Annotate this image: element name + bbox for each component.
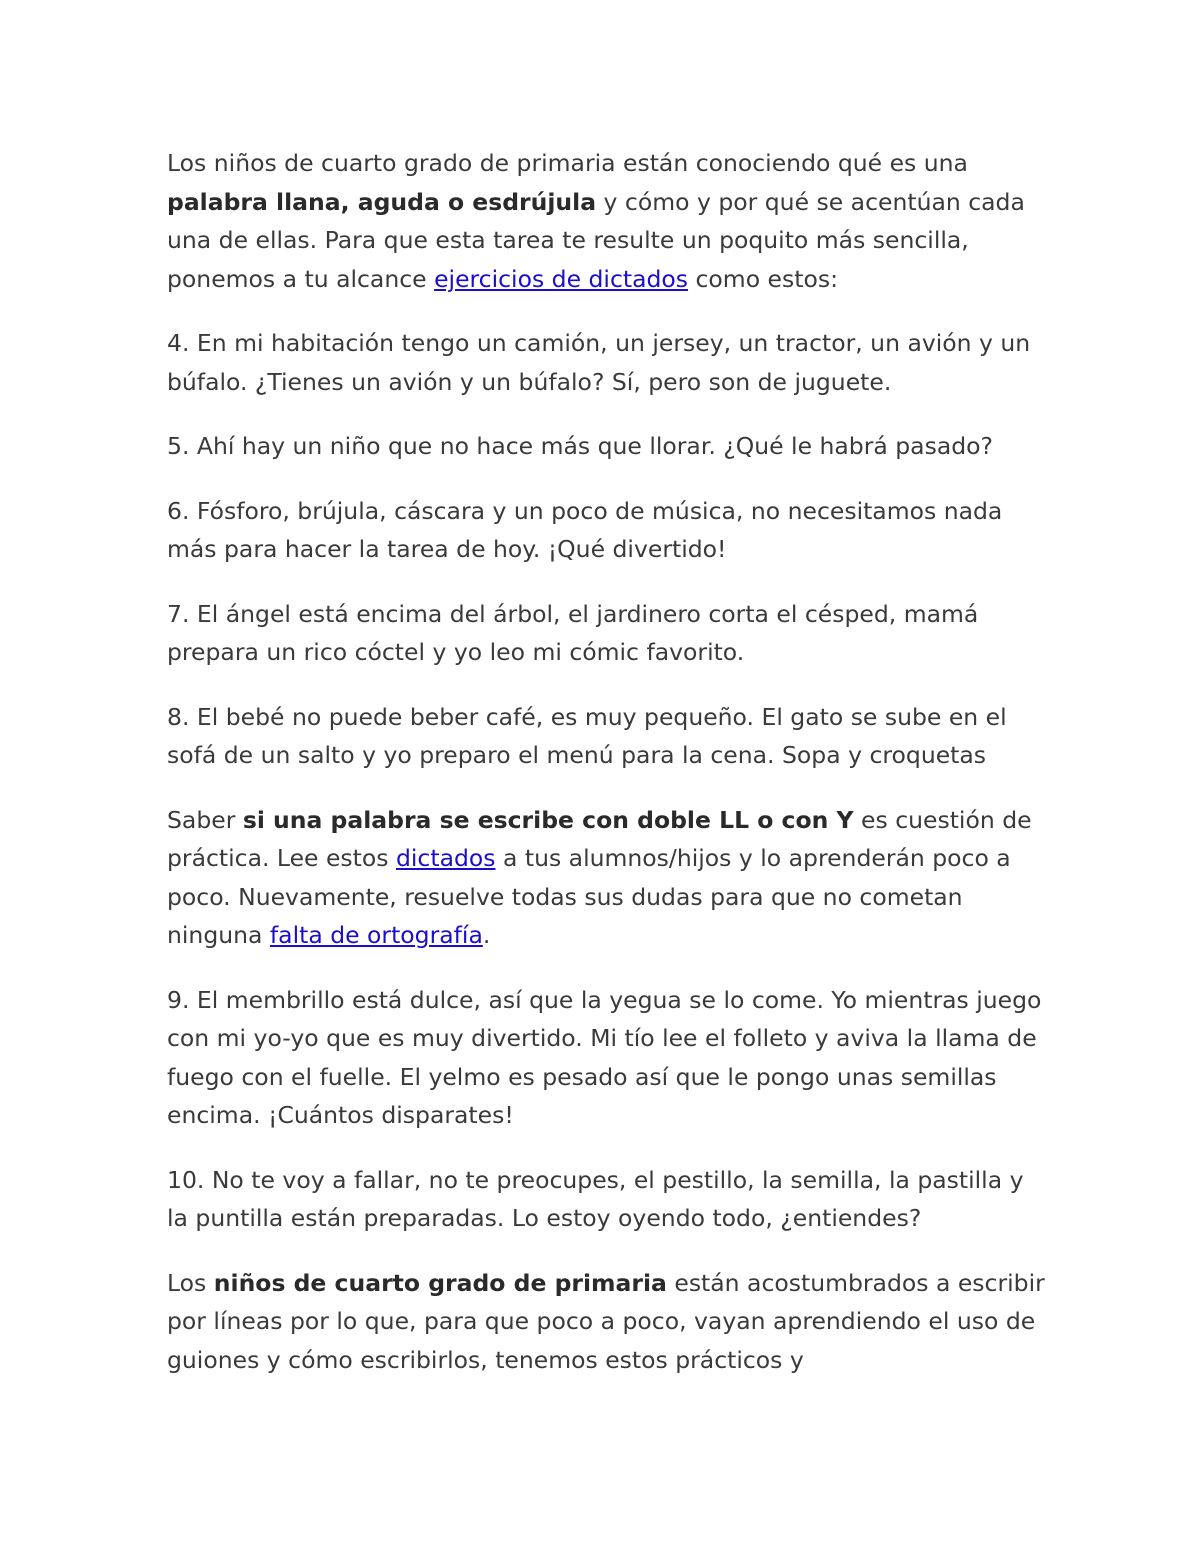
dictation-4: 4. En mi habitación tengo un camión, un jersey, un tractor, un avión y un búfalo. ¿Tienes un avión y un búfalo? Sí, pero son de juguete. xyxy=(167,329,1031,396)
dictation-7: 7. El ángel está encima del árbol, el jardinero corta el césped, mamá prepara un rico cóctel y yo leo mi cómic favorito. xyxy=(167,599,979,666)
dictation-8: 8. El bebé no puede beber café, es muy pequeño. El gato se sube en el sofá de un salto y yo preparo el menú para la cena. Sopa y croquetas xyxy=(167,702,1007,769)
dictados-link[interactable]: dictados xyxy=(395,844,496,872)
saber-text-4: . xyxy=(482,921,491,949)
saber-bold-term: si una palabra se escribe con doble LL o con Y xyxy=(242,805,854,834)
intro-text-1: Los niños de cuarto grado de primaria están conociendo qué es una xyxy=(167,149,968,177)
intro-text-2: y cómo y por qué se acentúan cada una de ellas. Para que esta tarea te resulte un poquito más sencilla, ponemos a tu alcance xyxy=(167,187,1025,293)
closing-bold-term: niños de cuarto grado de primaria xyxy=(213,1268,667,1297)
dictation-5: 5. Ahí hay un niño que no hace más que llorar. ¿Qué le habrá pasado? xyxy=(167,432,993,460)
saber-paragraph xyxy=(167,801,1047,955)
intro-paragraph xyxy=(167,144,1047,298)
dictados-exercises-link[interactable]: ejercicios de dictados xyxy=(434,264,689,293)
falta-ortografia-link[interactable]: falta de ortografía xyxy=(269,921,483,949)
dictation-9: 9. El membrillo está dulce, así que la yegua se lo come. Yo mientras juego con mi yo-yo que es muy divertido. Mi tío lee el folleto y aviva la llama de fuego con el fuelle. El yelmo es pesado así que le pongo unas semillas encima. ¡Cuántos disparates! xyxy=(167,985,1042,1129)
dictation-10: 10. No te voy a fallar, no te preocupes, el pestillo, la semilla, la pastilla y la puntilla están preparadas. Lo estoy oyendo todo, ¿entiendes? xyxy=(167,1165,1024,1232)
intro-bold-term: palabra llana, aguda o esdrújula xyxy=(167,187,597,216)
closing-text-1: Los xyxy=(167,1268,214,1297)
document-page xyxy=(167,144,1047,1405)
dictation-6: 6. Fósforo, brújula, cáscara y un poco de música, no necesitamos nada más para hacer la tarea de hoy. ¡Qué divertido! xyxy=(167,496,1003,563)
closing-paragraph xyxy=(167,1264,1047,1380)
saber-text-3: a tus alumnos/hijos y lo aprenderán poco a poco. Nuevamente, resuelve todas sus dudas para que no cometan ninguna xyxy=(167,844,1011,949)
closing-text-2: están acostumbrados a escribir por líneas por lo que, para que poco a poco, vayan aprendiendo el uso de guiones y cómo escribirlos, tenemos estos prácticos y xyxy=(167,1268,1045,1374)
intro-text-3: como estos: xyxy=(688,264,838,293)
saber-text-2: es cuestión de práctica. Lee estos xyxy=(167,805,1032,872)
saber-text-1: Saber xyxy=(167,805,243,834)
